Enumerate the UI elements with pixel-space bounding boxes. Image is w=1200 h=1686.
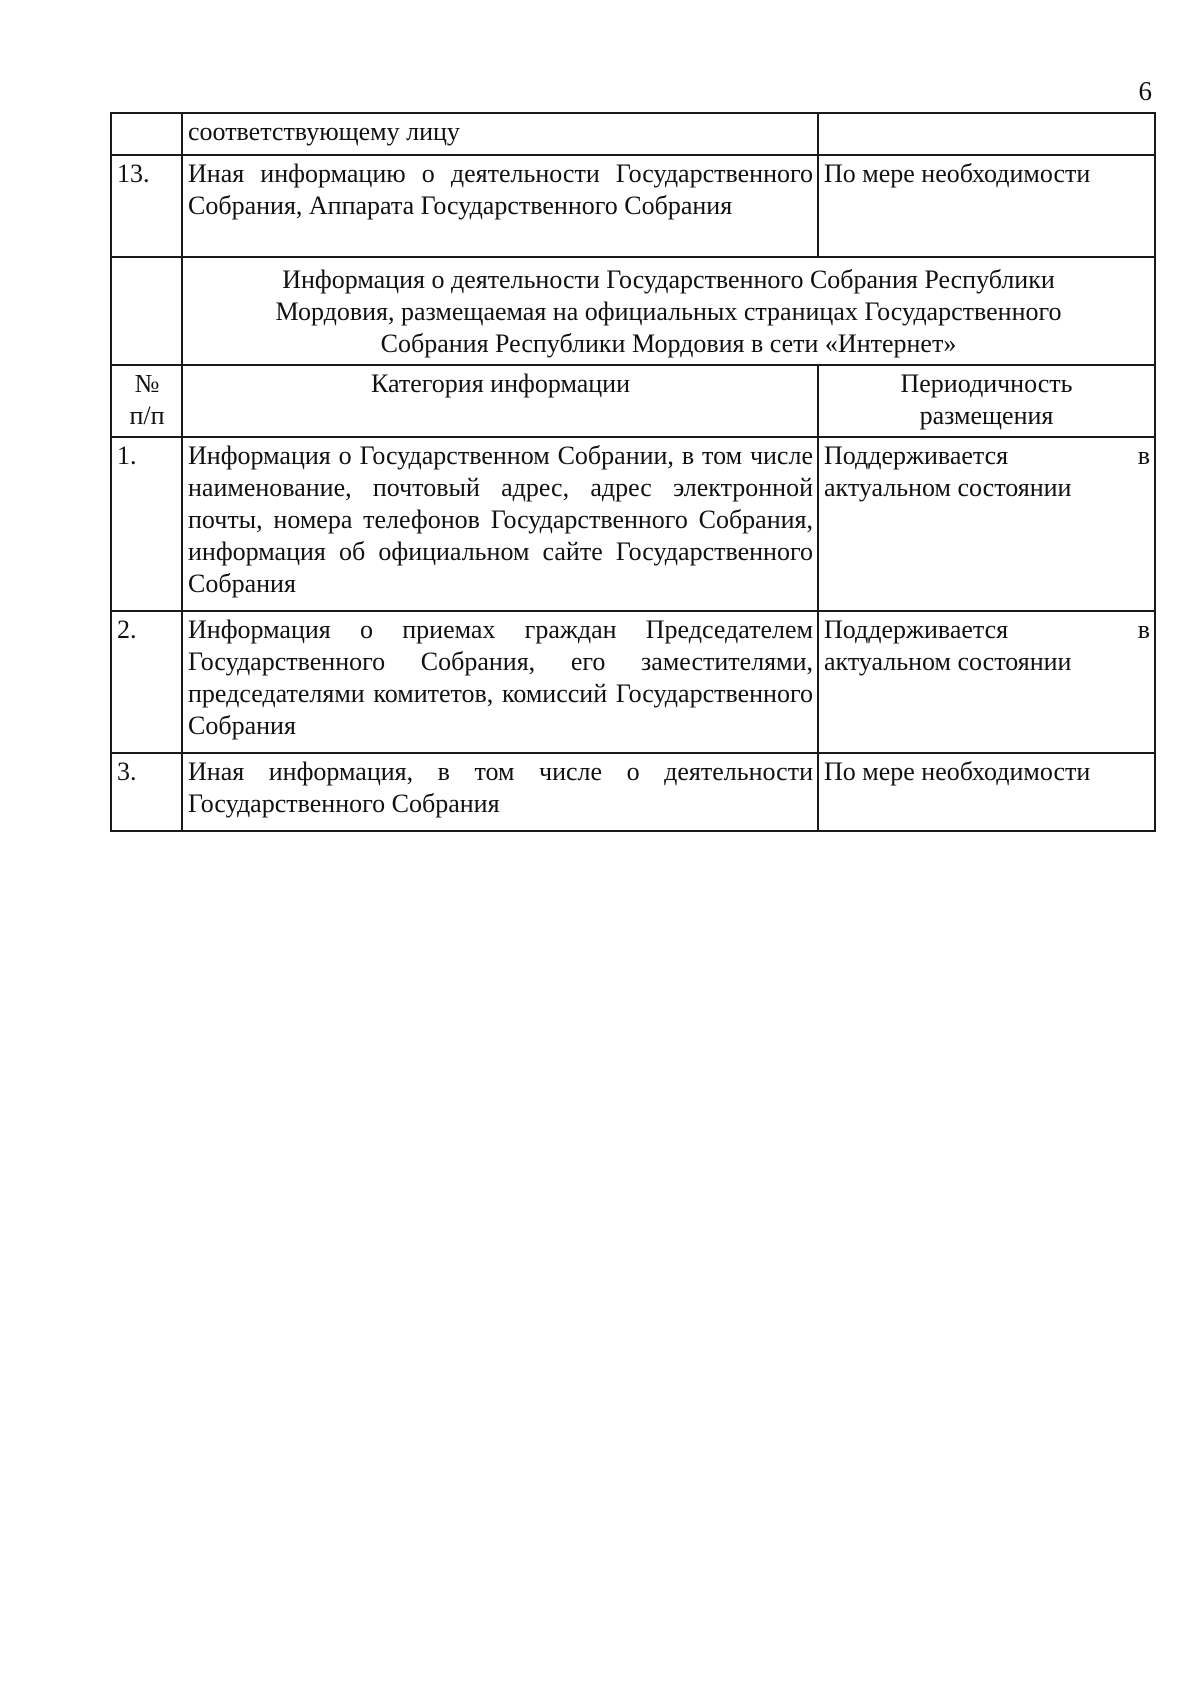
period-first-line	[824, 440, 1150, 472]
cell-period	[818, 611, 1155, 753]
header-num-line1: №	[134, 369, 160, 398]
section-title: Информация о деятельности Государственного Собрания Республики Мордовия, размещаемая на официальных страницах Государственного Собрания Республики Мордовия в сети «Интернет»	[182, 257, 1155, 365]
cell-num: 3.	[111, 753, 182, 831]
cell-period: По мере необходимости	[818, 155, 1155, 257]
table-row	[111, 753, 1155, 831]
section-heading-row	[111, 257, 1155, 365]
page-number: 6	[1138, 76, 1152, 106]
cell-period	[818, 113, 1155, 155]
period-second-line: актуальном состоянии	[824, 647, 1072, 676]
cell-period	[818, 437, 1155, 611]
cell-num: 13.	[111, 155, 182, 257]
period-word: Поддерживается	[824, 615, 1009, 644]
column-header-row	[111, 365, 1155, 437]
cell-num	[111, 113, 182, 155]
cell-category: Иная информация, в том числе о деятельности Государственного Собрания	[182, 753, 818, 831]
header-num-line2: п/п	[129, 401, 165, 430]
header-period: Периодичность размещения	[818, 365, 1155, 437]
header-category: Категория информации	[182, 365, 818, 437]
cell-num: 1.	[111, 437, 182, 611]
table-row-13	[111, 155, 1155, 257]
period-word: Поддерживается	[824, 441, 1009, 470]
cell-period: По мере необходимости	[818, 753, 1155, 831]
cell-num: 2.	[111, 611, 182, 753]
period-first-line	[824, 614, 1150, 646]
period-word: в	[1137, 615, 1150, 644]
cell-category: Информация о Государственном Собрании, в том числе наименование, почтовый адрес, адрес электронной почты, номера телефонов Государственного Собрания, информация об официальном сайте Государственного Собрания	[182, 437, 818, 611]
table-row	[111, 437, 1155, 611]
cell-category: Информация о приемах граждан Председателем Государственного Собрания, его заместителями, председателями комитетов, комиссий Государственного Собрания	[182, 611, 818, 753]
header-num	[111, 365, 182, 437]
period-second-line: актуальном состоянии	[824, 473, 1072, 502]
table-row	[111, 611, 1155, 753]
cell-category: Иная информацию о деятельности Государственного Собрания, Аппарата Государственного Собрания	[182, 155, 818, 257]
table-row-continuation	[111, 113, 1155, 155]
cell-num	[111, 257, 182, 365]
cell-category: соответствующему лицу	[182, 113, 818, 155]
information-table	[110, 112, 1156, 832]
period-word: в	[1137, 441, 1150, 470]
